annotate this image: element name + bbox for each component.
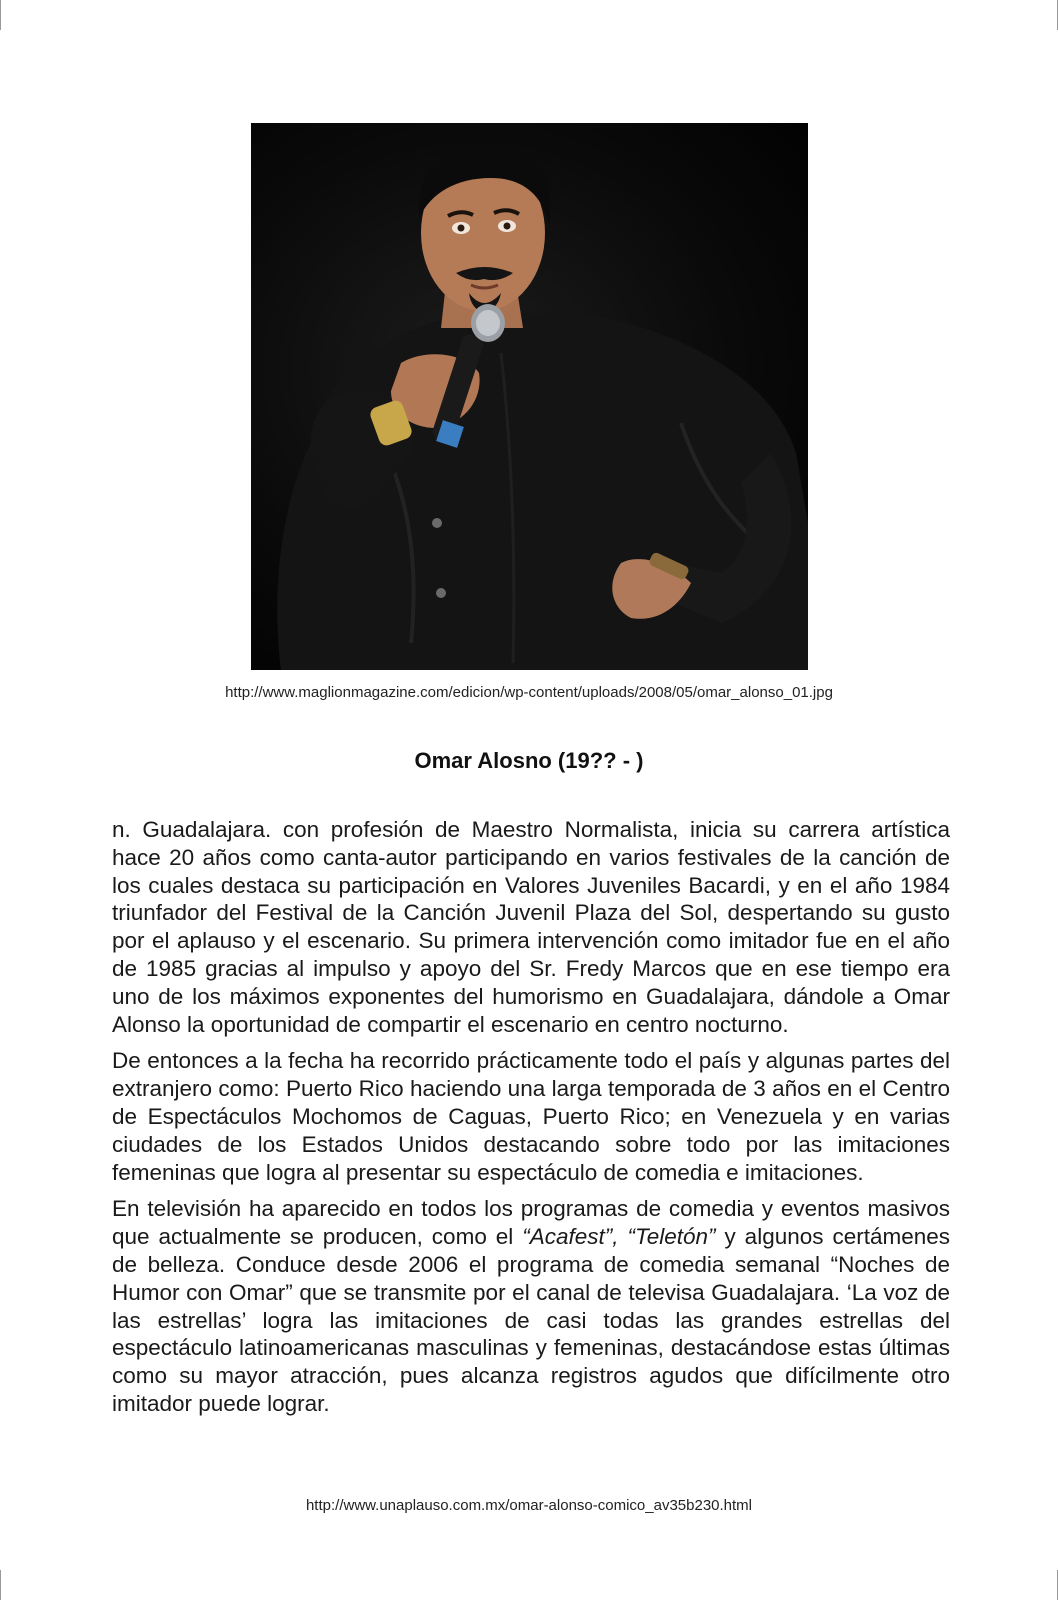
paragraph-3-part-2: y algunos certámenes de belleza. Conduce desde 2006 el programa de comedia semanal “Noches de Humor con Omar” que se transmite por el canal de televisa Guadalajara. ‘La voz de las estrellas’ logra las imitaciones de casi todas las grandes estrellas del espectáculo latinoamericanas masculinas y femeninas, destacándose estas últimas como su mayor atracción, pues alcanza registros agudos que difícilmente otro imitador puede lograr. [112,1224,951,1416]
biography-text [112,816,950,1427]
photo-source-caption: http://www.maglionmagazine.com/edicion/wp-content/uploads/2008/05/omar_alonso_01.jpg [225,684,833,701]
crop-mark-top-left [0,0,1,30]
page-title: Omar Alosno (19?? - ) [414,748,644,773]
paragraph-2: De entonces a la fecha ha recorrido prácticamente todo el país y algunas partes del extranjero como: Puerto Rico haciendo una larga temporada de 3 años en el Centro de Espectáculos Mochomos de Caguas, Puerto Rico; en Venezuela y en varias ciudades de los Estados Unidos destacando sobre todo por las imitaciones femeninas que logra al presentar su espectáculo de comedia e imitaciones. [112,1048,950,1185]
paragraph-3 [112,1195,950,1417]
portrait-photo [251,123,808,670]
crop-mark-bottom-left [0,1570,1,1600]
paragraph-1: n. Guadalajara. con profesión de Maestro Normalista, inicia su carrera artística hace 20 años como canta-autor participando en varios festivales de la canción de los cuales destaca su participación en Valores Juveniles Bacardi, y en el año 1984 triunfador del Festival de la Canción Juvenil Plaza del Sol, despertando su gusto por el aplauso y el escenario. Su primera intervención como imitador fue en el año de 1985 gracias al impulso y apoyo del Sr. Fredy Marcos que en ese tiempo era uno de los máximos exponentes del humorismo en Guadalajara, dándole a Omar Alonso la oportunidad de compartir el escenario en centro nocturno. [112,817,950,1037]
portrait-illustration [251,123,808,670]
paragraph-3-event-names: “Acafest”, “Teletón” [522,1224,716,1250]
paragraph-3-part-1: En televisión ha aparecido en todos los programas de comedia y eventos masivos que actualmente se producen, como el [112,1196,950,1250]
text-source-caption: http://www.unaplauso.com.mx/omar-alonso-comico_av35b230.html [305,1497,753,1514]
